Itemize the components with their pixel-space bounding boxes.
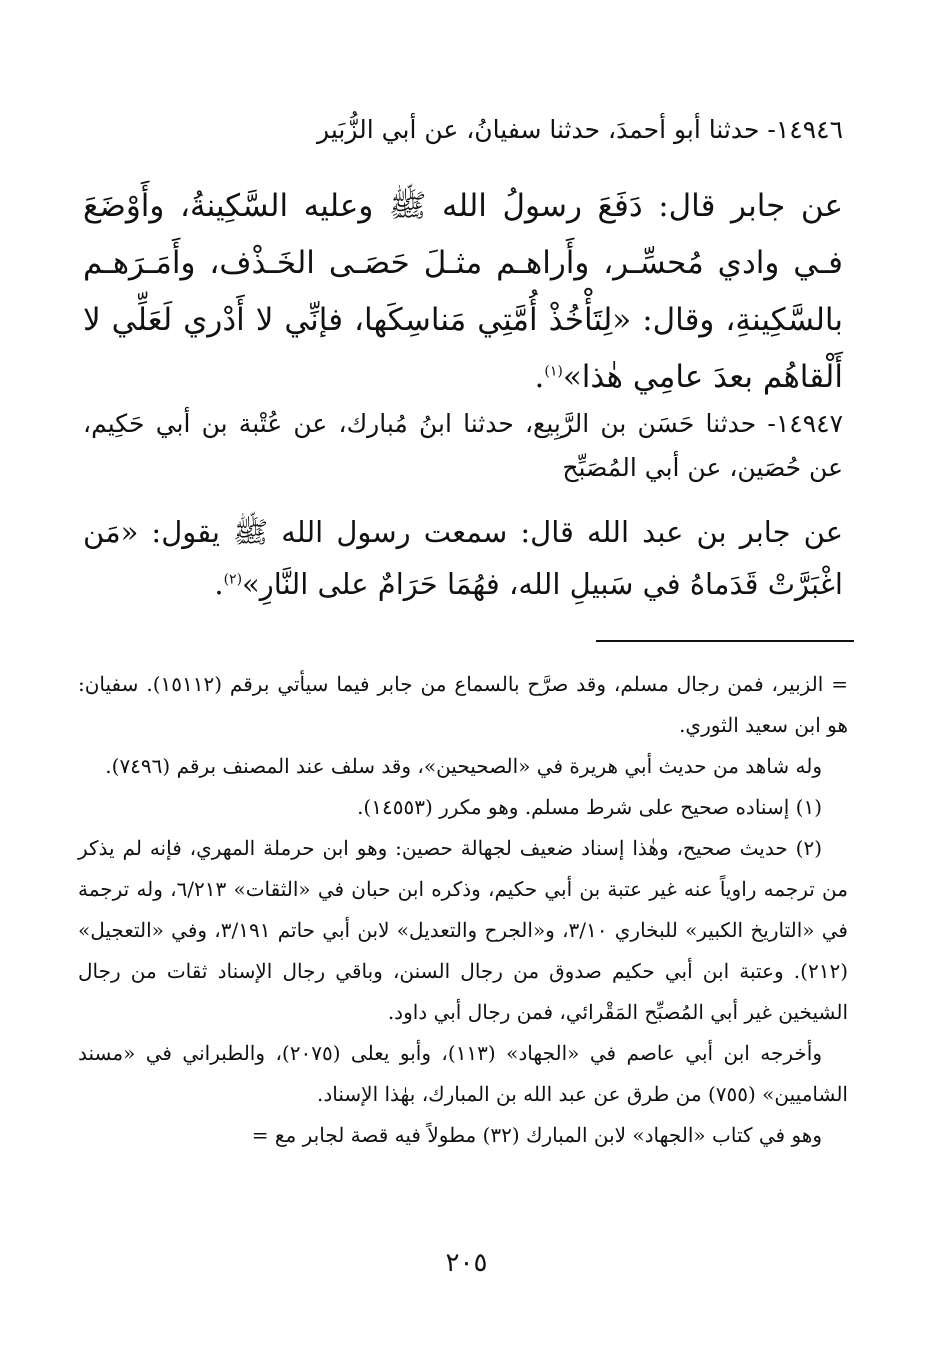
- hadith-1-matn: عن جابر قال: دَفَعَ رسولُ الله ﷺ وعليه السَّكِينةُ، وأَوْضَعَ فـي وادي مُحسِّـر، وأَراهـم مثـلَ حَصَـى الخَـذْف، وأَمَـرَهـم بالسَّكِينةِ، وقال: «لِتَأْخُذْ أُمَّتِي مَناسِكَها، فإنِّي لا أَدْري لَعَلِّي لا أَلْقاهُم بعدَ عامِي هٰذا»$^{(١)}$.: [83, 188, 843, 395]
- hadith-2-isnad: ١٤٩٤٧- حدثنا حَسَن بن الرَّبِيع، حدثنا ابنُ مُبارك، عن عُتْبة بن أبي حَكِيم، عن حُصَين، عن أبي المُصَبِّح: [83, 409, 843, 482]
- footnote-continuation: = الزبير، فمن رجال مسلم، وقد صرَّح بالسماع من جابر فيما سيأتي برقم (١٥١١٢). سفيان: هو ابن سعيد الثوري.: [78, 672, 848, 737]
- footnotes: [78, 664, 848, 1156]
- hadith-2-matn: عن جابر بن عبد الله قال: سمعت رسول الله ﷺ يقول: «مَن اغْبَرَّتْ قَدَماهُ في سَبيلِ الله، فهُمَا حَرَامٌ على النَّارِ»$^{(٢)}$.: [83, 515, 843, 601]
- footnote-2-takhrij: وأخرجه ابن أبي عاصم في «الجهاد» (١١٣)، وأبو يعلى (٢٠٧٥)، والطبراني في «مسند الشاميين» (٧٥٥) من طرق عن عبد الله بن المبارك، بهٰذا الإسناد.: [78, 1041, 848, 1106]
- hadith-2-text: عن جابر بن عبد الله قال: سمعت رسول الله ﷺ يقول: «مَن اغْبَرَّتْ قَدَماهُ في سَبيلِ الله، فهُمَا حَرَامٌ على النَّارِ»: [83, 515, 843, 601]
- footnote-ref-1: (١): [544, 363, 563, 380]
- footnote-2-continued: وهو في كتاب «الجهاد» لابن المبارك (٣٢) مطولاً فيه قصة لجابر مع =: [251, 1123, 822, 1147]
- footnote-1: (١) إسناده صحيح على شرط مسلم. وهو مكرر (١٤٥٥٣).: [357, 795, 822, 819]
- footnote-ref-2: (٢): [223, 571, 243, 588]
- footnote-shahid: وله شاهد من حديث أبي هريرة في «الصحيحين»، وقد سلف عند المصنف برقم (٧٤٩٦).: [105, 754, 822, 778]
- hadith-1-isnad: ١٤٩٤٦- حدثنا أبو أحمدَ، حدثنا سفيانُ، عن أبي الزُّبَير: [317, 115, 843, 144]
- footnote-separator: [596, 640, 854, 642]
- hadith-1-text: عن جابر قال: دَفَعَ رسولُ الله ﷺ وعليه السَّكِينةُ، وأَوْضَعَ فـي وادي مُحسِّـر، وأَراهـم مثـلَ حَصَـى الخَـذْف، وأَمَـرَهـم بالسَّكِينةِ، وقال: «لِتَأْخُذْ أُمَّتِي مَناسِكَها، فإنِّي لا أَدْري لَعَلِّي لا أَلْقاهُم بعدَ عامِي هٰذا»: [83, 188, 843, 395]
- page-number: ٢٠٥: [445, 1248, 488, 1278]
- footnote-2: (٢) حديث صحيح، وهٰذا إسناد ضعيف لجهالة حصين: وهو ابن حرملة المهري، فإنه لم يذكر من ترجمه راوياً عنه غير عتبة بن أبي حكيم، وذكره ابن حبان في «الثقات» ٦/٢١٣، وله ترجمة في «التاريخ الكبير» للبخاري ٣/١٠، و«الجرح والتعديل» لابن أبي حاتم ٣/١٩١، وفي «التعجيل» (٢١٢). وعتبة ابن أبي حكيم صدوق من رجال السنن، وباقي رجال الإسناد ثقات من رجال الشيخين غير أبي المُصبِّح المَقْرائي، فمن رجال أبي داود.: [78, 836, 849, 1024]
